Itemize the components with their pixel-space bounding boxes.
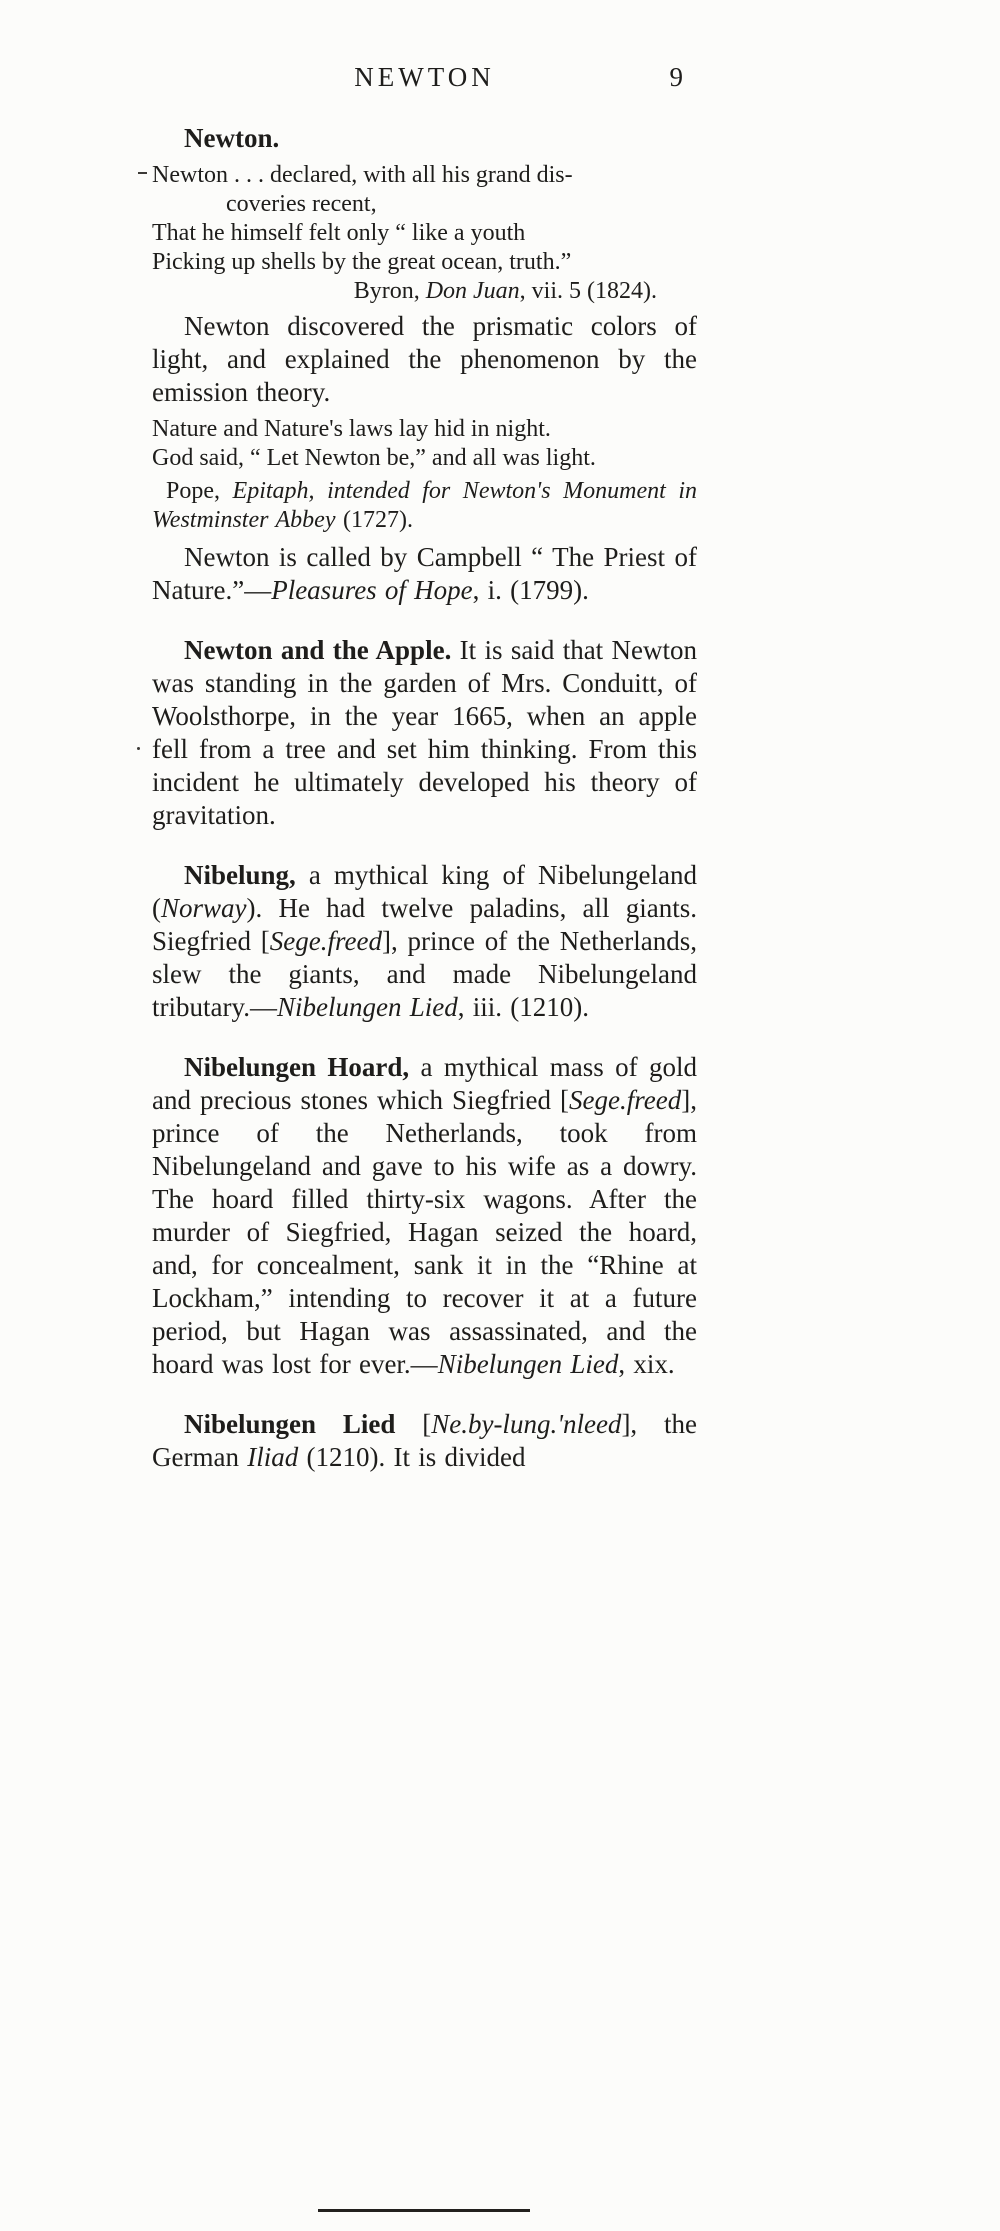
text-run: Nature and Nature's laws lay hid in night. — [152, 416, 551, 442]
bold-text: Newton. — [184, 123, 280, 153]
verse-line — [152, 248, 697, 277]
text-run: Newton discovered the prismatic colors of light, and explained the phenomenon by the emission theory. — [152, 311, 697, 407]
italic-text: Nibelungen Lied — [276, 992, 458, 1022]
text-run: , xix. — [618, 1349, 675, 1379]
page-body — [152, 122, 697, 1474]
verse — [152, 415, 697, 473]
text-run: (1210). It is divided — [298, 1442, 526, 1472]
text-run: a mythical king of Nibelungeland ( — [152, 860, 697, 923]
text-run: ], the German — [152, 1409, 697, 1472]
verse-line — [152, 415, 697, 444]
italic-text: Sege.freed — [569, 1085, 682, 1115]
text-run: Picking up shells by the great ocean, truth.” — [152, 249, 572, 275]
verse-line — [152, 444, 697, 473]
bold-text: Newton and the Apple. — [184, 635, 452, 665]
italic-text: Ne.by-lung.'nleed — [431, 1409, 622, 1439]
text-run: Pope, — [166, 478, 233, 504]
entry-para — [152, 1408, 697, 1474]
bold-text: Nibelung, — [184, 860, 296, 890]
italic-text: Don Juan — [425, 278, 520, 304]
verse — [152, 161, 697, 306]
bold-text: Nibelungen Hoard, — [184, 1052, 410, 1082]
verse-line — [152, 219, 697, 248]
text-run: , iii. (1210). — [457, 992, 589, 1022]
entry-para — [152, 1051, 697, 1381]
italic-text: Pleasures of Hope — [271, 575, 473, 605]
text-run: Newton is called by Campbell “ The Priest of Nature.”— — [152, 542, 697, 605]
italic-text: Iliad — [247, 1442, 299, 1472]
text-run: [ — [395, 1409, 432, 1439]
page-number: 9 — [669, 62, 683, 92]
text-run: , i. (1799). — [472, 575, 589, 605]
para — [152, 310, 697, 409]
italic-text: Nibelungen Lied — [437, 1349, 619, 1379]
italic-text: Norway — [161, 893, 247, 923]
entry-heading — [152, 122, 697, 155]
page-header — [152, 62, 697, 96]
italic-text: Epitaph, intended for Newton's Monument in Westminster Abbey — [152, 478, 698, 533]
text-run: Byron, — [353, 278, 426, 304]
text-run: ], prince of the Netherlands, slew the giants, and made Nibelungeland tributary.— — [152, 926, 697, 1022]
scan-artifact-speck — [137, 747, 140, 750]
citation — [152, 477, 697, 535]
book-page — [152, 62, 697, 1474]
text-run: , vii. 5 (1824). — [519, 278, 657, 304]
text-run: Newton . . . declared, with all his grand dis- — [152, 162, 573, 188]
text-run: It is said that Newton was standing in the garden of Mrs. Conduitt, of Woolsthorpe, in the year 1665, when an apple fell from a tree and set him thinking. From this incident he ultimately developed his theory of gravitation. — [152, 635, 698, 830]
verse-line — [152, 190, 697, 219]
italic-text: Sege.freed — [269, 926, 382, 956]
verse-line — [152, 277, 697, 306]
text-run: ). He had twelve paladins, all giants. Siegfried [ — [152, 893, 697, 956]
verse-line — [152, 161, 697, 190]
scan-artifact-dash — [138, 172, 147, 174]
text-run: coveries recent, — [226, 191, 377, 217]
text-run: a mythical mass of gold and precious stones which Siegfried [ — [152, 1052, 697, 1115]
text-run: (1727). — [335, 507, 413, 533]
para — [152, 541, 697, 607]
text-run: God said, “ Let Newton be,” and all was light. — [152, 445, 596, 471]
text-run: ], prince of the Netherlands, took from Nibelungeland and gave to his wife as a dowry. The hoard filled thirty-six wagons. After the murder of Siegfried, Hagan seized the hoard, and, for concealment, sank it in the “Rhine at Lockham,” intending to recover it at a future period, but Hagan was assassinated, and the hoard was lost for ever.— — [152, 1085, 697, 1379]
bold-text: Nibelungen Lied — [184, 1409, 396, 1439]
text-run: That he himself felt only “ like a youth — [152, 220, 526, 246]
entry-para — [152, 859, 697, 1024]
scan-artifact-page-edge — [318, 2209, 530, 2212]
page-header-title: NEWTON — [354, 62, 495, 92]
entry-para — [152, 634, 697, 832]
